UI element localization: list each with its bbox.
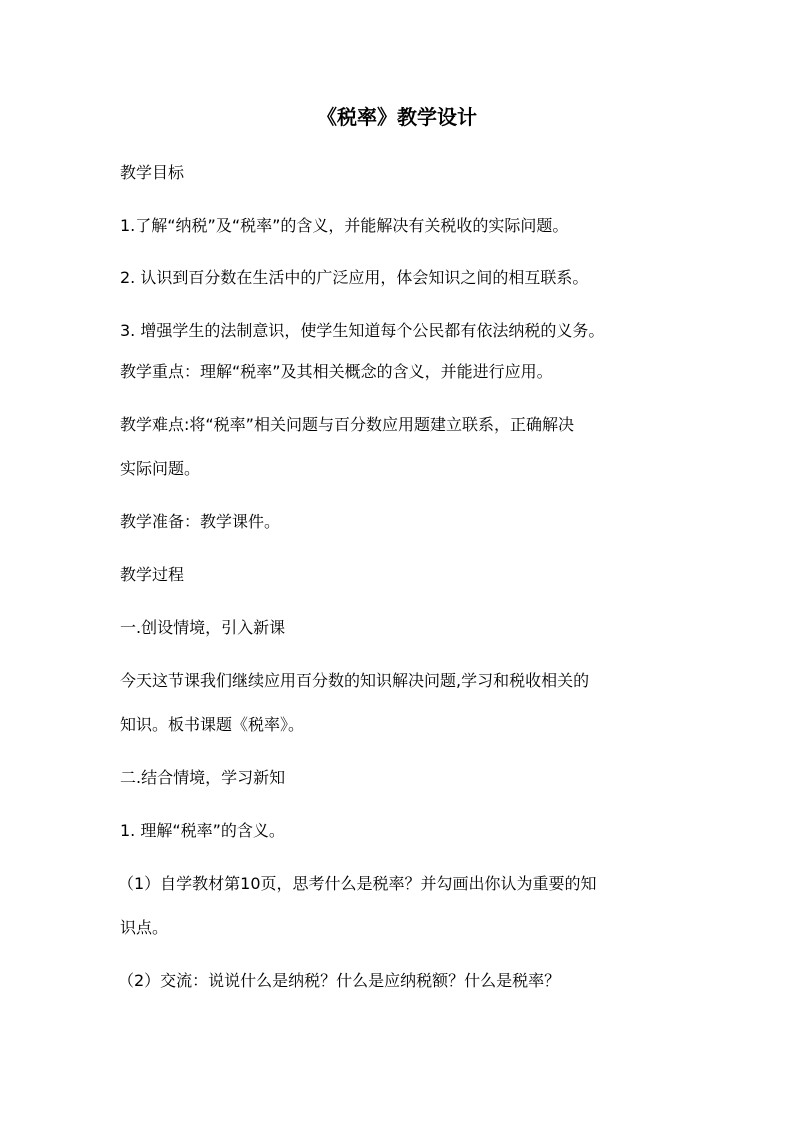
objective-item-2: 2. 认识到百分数在生活中的广泛应用，体会知识之间的相互联系。 — [120, 268, 589, 287]
sub-item-1-line-2: 识点。 — [120, 918, 169, 937]
paragraph-line-2: 知识。板书课题《税率》。 — [120, 715, 305, 734]
document-title: 《税率》教学设计 — [317, 105, 477, 129]
preparation-line: 教学准备：教学课件。 — [120, 512, 281, 531]
difficulty-line-1: 教学难点:将“税率”相关问题与百分数应用题建立联系，正确解决 — [120, 415, 574, 434]
paragraph-line-1: 今天这节课我们继续应用百分数的知识解决问题,学习和税收相关的 — [120, 671, 590, 690]
sub-item-1-line-1: （1）自学教材第10页，思考什么是税率？并勾画出你认为重要的知 — [118, 874, 597, 893]
objective-item-1: 1.了解“纳税”及“税率”的含义，并能解决有关税收的实际问题。 — [120, 216, 569, 235]
section-heading-process: 教学过程 — [120, 565, 185, 584]
objective-item-3: 3. 增强学生的法制意识，使学生知道每个公民都有依法纳税的义务。 — [120, 321, 605, 340]
section-heading-objectives: 教学目标 — [120, 163, 185, 182]
step-heading-1: 一.创设情境，引入新课 — [120, 618, 286, 637]
sub-step-1: 1. 理解“税率”的含义。 — [120, 821, 285, 840]
step-heading-2: 二.结合情境，学习新知 — [120, 768, 286, 787]
sub-item-2: （2）交流：说说什么是纳税？什么是应纳税额？什么是税率？ — [118, 971, 561, 990]
key-point-line: 教学重点：理解“税率”及其相关概念的含义，并能进行应用。 — [120, 362, 553, 381]
difficulty-line-2: 实际问题。 — [120, 459, 201, 478]
